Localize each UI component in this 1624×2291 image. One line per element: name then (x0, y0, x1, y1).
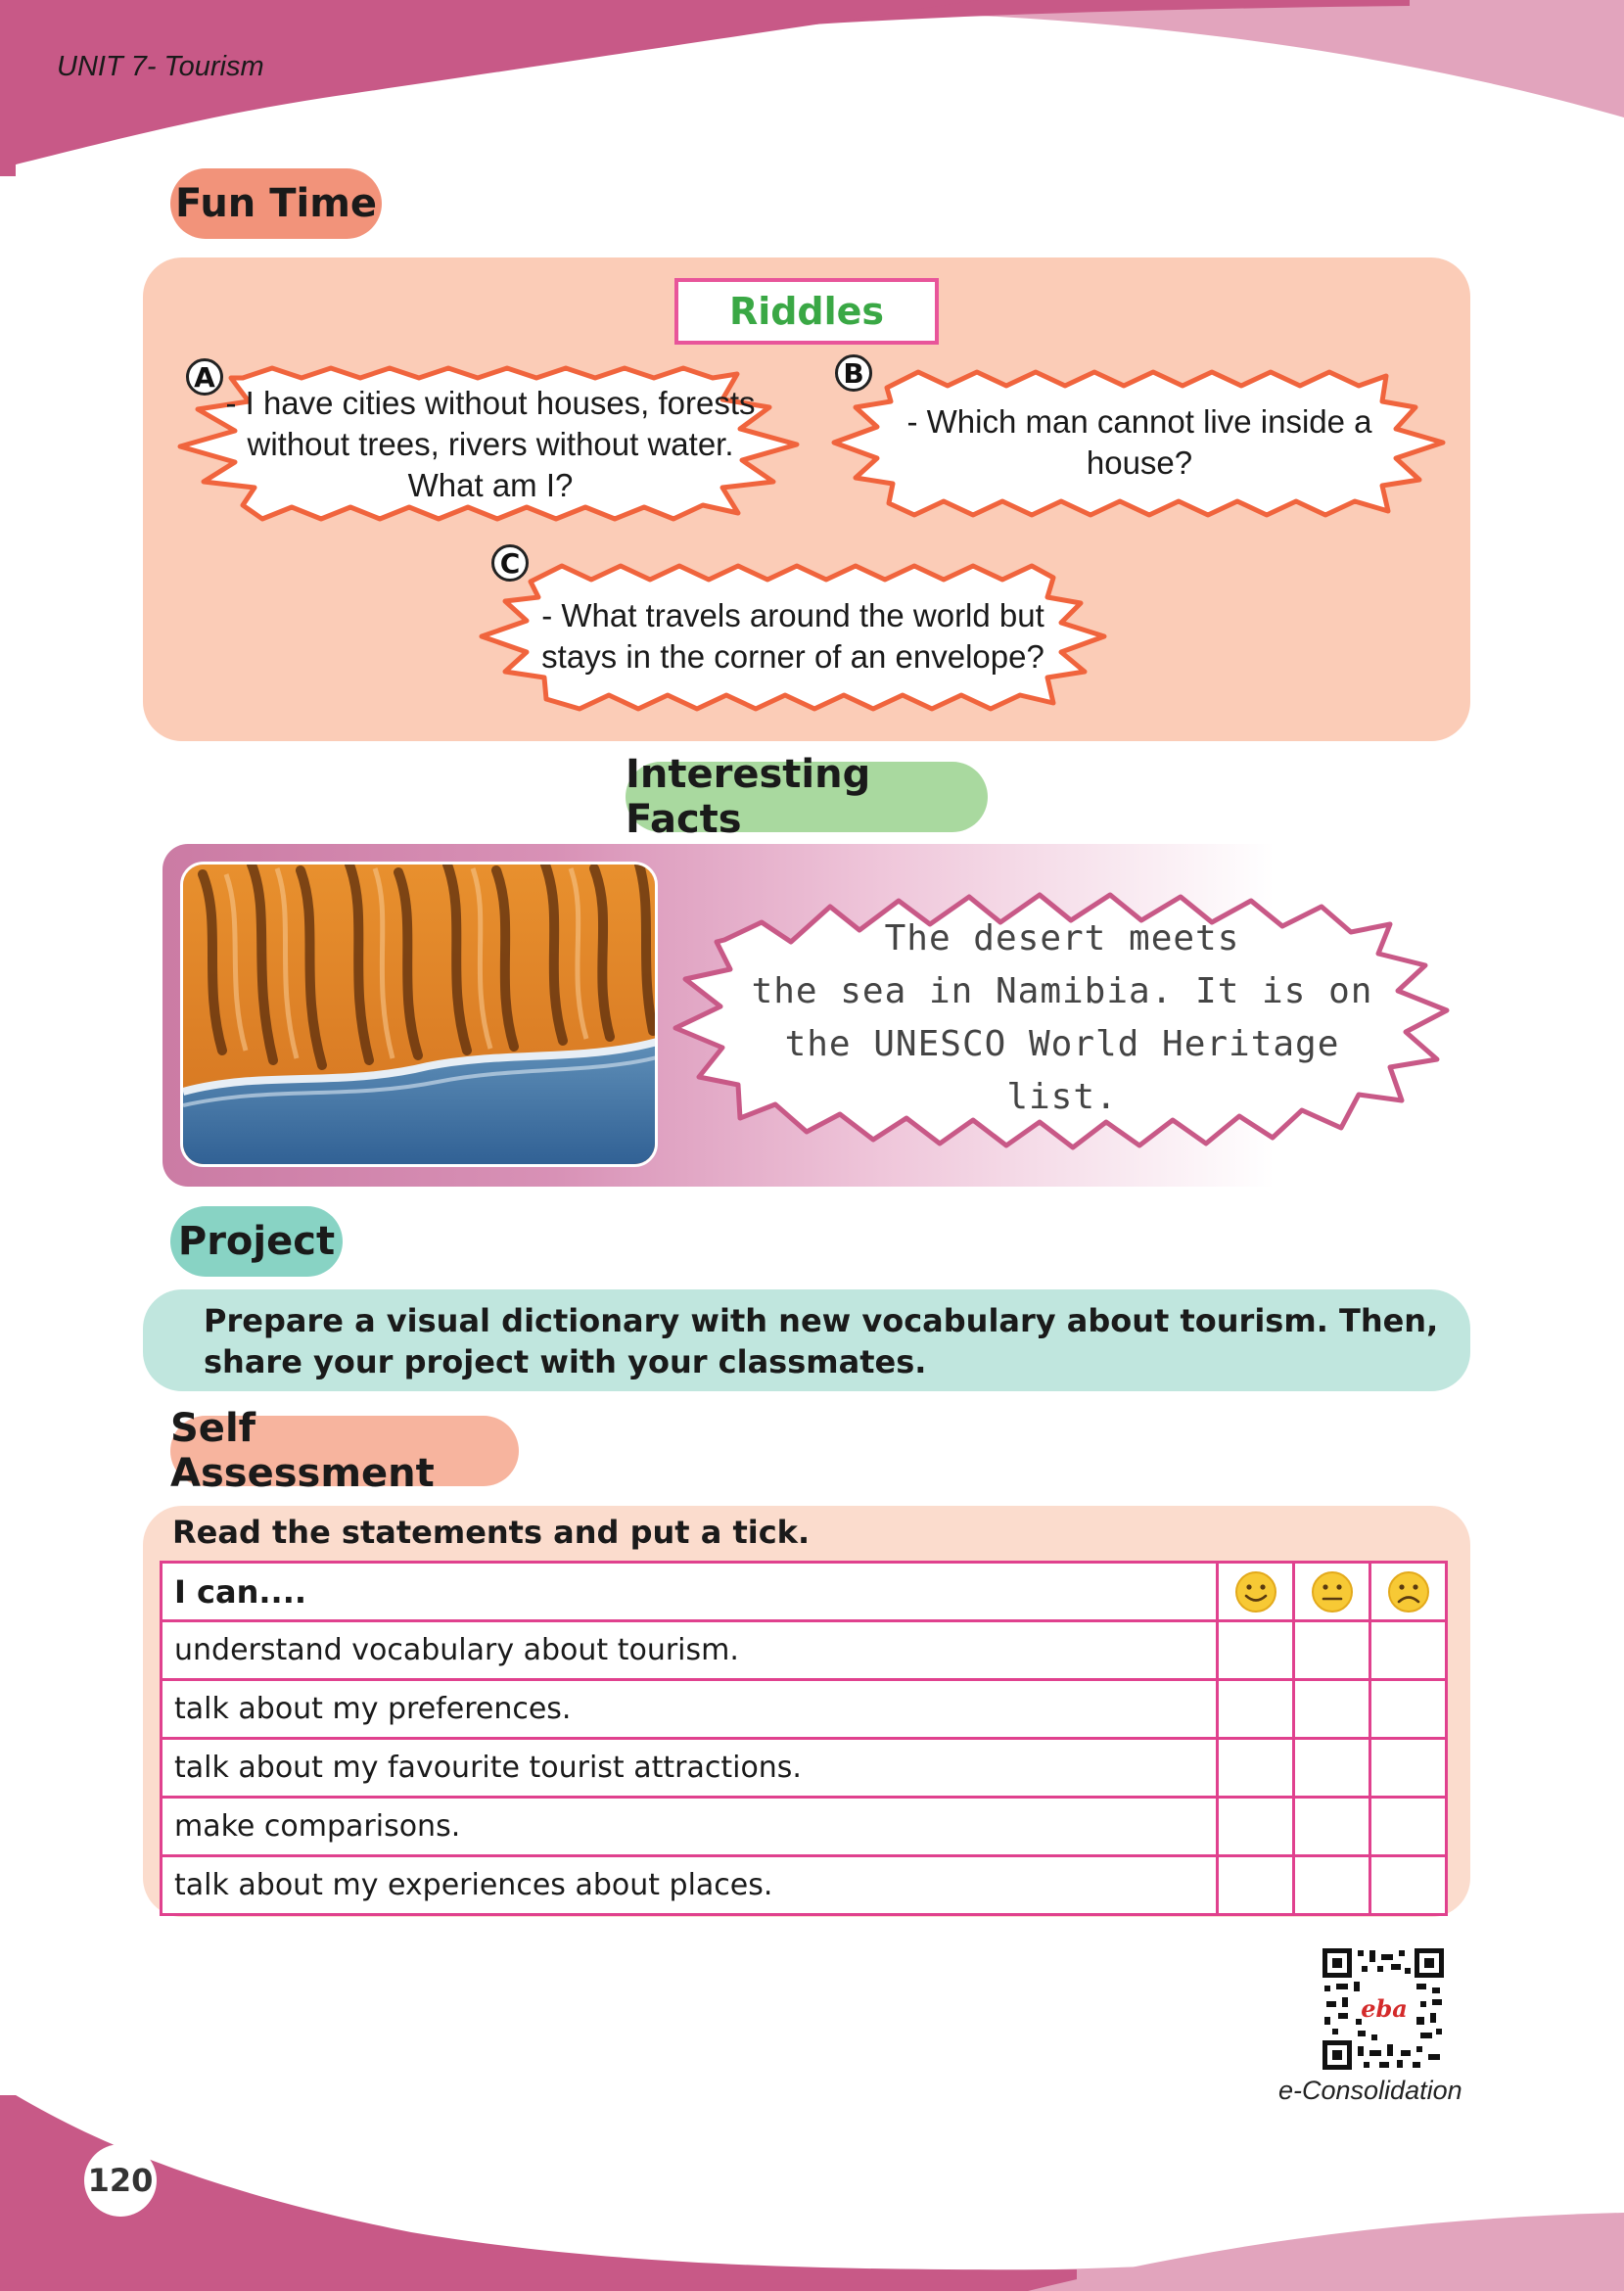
riddle-c-letter: C (491, 544, 529, 582)
riddle-b-text: - Which man cannot live inside a house? (906, 403, 1372, 481)
top-banner (0, 0, 1624, 176)
tick-cell-sad[interactable] (1370, 1856, 1447, 1915)
neutral-column-header (1294, 1563, 1370, 1621)
table-row (162, 1739, 1447, 1798)
project-text: Prepare a visual dictionary with new vocabulary about tourism. Then, share your project with your classmates. (204, 1302, 1439, 1380)
table-row (162, 1621, 1447, 1680)
fact-line-1: The desert meets (884, 918, 1240, 958)
neutral-face-icon (1311, 1570, 1354, 1613)
riddle-a-text: - I have cities without houses, forests without trees, rivers without water. What am I? (225, 385, 756, 503)
table-row (162, 1680, 1447, 1739)
namibia-desert-photo (180, 862, 658, 1167)
statement-cell: talk about my experiences about places. (162, 1856, 1218, 1915)
riddle-b-bubble (828, 364, 1449, 521)
qr-logo: eba (1361, 1994, 1408, 2023)
riddle-c-text: - What travels around the world but stays in the corner of an envelope? (541, 597, 1044, 675)
tick-cell-sad[interactable] (1370, 1680, 1447, 1739)
project-label: Project (170, 1206, 343, 1277)
riddle-b-letter: B (835, 354, 872, 392)
riddle-a-letter: A (186, 358, 223, 396)
unit-title: UNIT 7- Tourism (57, 51, 264, 82)
bottom-banner (0, 2095, 1624, 2291)
statement-cell: talk about my favourite tourist attractions. (162, 1739, 1218, 1798)
qr-code-icon[interactable] (1322, 1948, 1444, 2070)
statement-cell: understand vocabulary about tourism. (162, 1621, 1218, 1680)
tick-cell-sad[interactable] (1370, 1739, 1447, 1798)
qr-label: e-Consolidation (1278, 2076, 1462, 2105)
statement-cell: talk about my preferences. (162, 1680, 1218, 1739)
tick-cell-neutral[interactable] (1294, 1680, 1370, 1739)
happy-column-header (1218, 1563, 1294, 1621)
tick-cell-neutral[interactable] (1294, 1621, 1370, 1680)
fun-time-label: Fun Time (170, 168, 382, 239)
sad-column-header (1370, 1563, 1447, 1621)
riddle-c-bubble (476, 558, 1110, 715)
self-assessment-table (160, 1561, 1448, 1916)
fact-text (724, 918, 1400, 1117)
tick-cell-sad[interactable] (1370, 1798, 1447, 1856)
riddle-a-bubble (174, 364, 803, 525)
riddles-title: Riddles (674, 278, 939, 345)
table-header-row (162, 1563, 1447, 1621)
fact-line-3: the UNESCO World Heritage list. (784, 1024, 1340, 1117)
fact-line-2: the sea in Namibia. It is on (751, 971, 1373, 1011)
self-assessment-instruction: Read the statements and put a tick. (172, 1514, 811, 1551)
table-row (162, 1856, 1447, 1915)
i-can-header: I can.... (162, 1563, 1218, 1621)
interesting-facts-label: Interesting Facts (626, 762, 988, 832)
sad-face-icon (1387, 1570, 1430, 1613)
table-row (162, 1798, 1447, 1856)
tick-cell-happy[interactable] (1218, 1680, 1294, 1739)
tick-cell-happy[interactable] (1218, 1798, 1294, 1856)
tick-cell-neutral[interactable] (1294, 1798, 1370, 1856)
tick-cell-sad[interactable] (1370, 1621, 1447, 1680)
statement-cell: make comparisons. (162, 1798, 1218, 1856)
page-number: 120 (84, 2144, 157, 2217)
tick-cell-neutral[interactable] (1294, 1856, 1370, 1915)
happy-face-icon (1234, 1570, 1277, 1613)
tick-cell-happy[interactable] (1218, 1856, 1294, 1915)
tick-cell-happy[interactable] (1218, 1621, 1294, 1680)
tick-cell-neutral[interactable] (1294, 1739, 1370, 1798)
self-assessment-label: Self Assessment (170, 1416, 519, 1486)
fact-bubble (666, 871, 1459, 1165)
tick-cell-happy[interactable] (1218, 1739, 1294, 1798)
